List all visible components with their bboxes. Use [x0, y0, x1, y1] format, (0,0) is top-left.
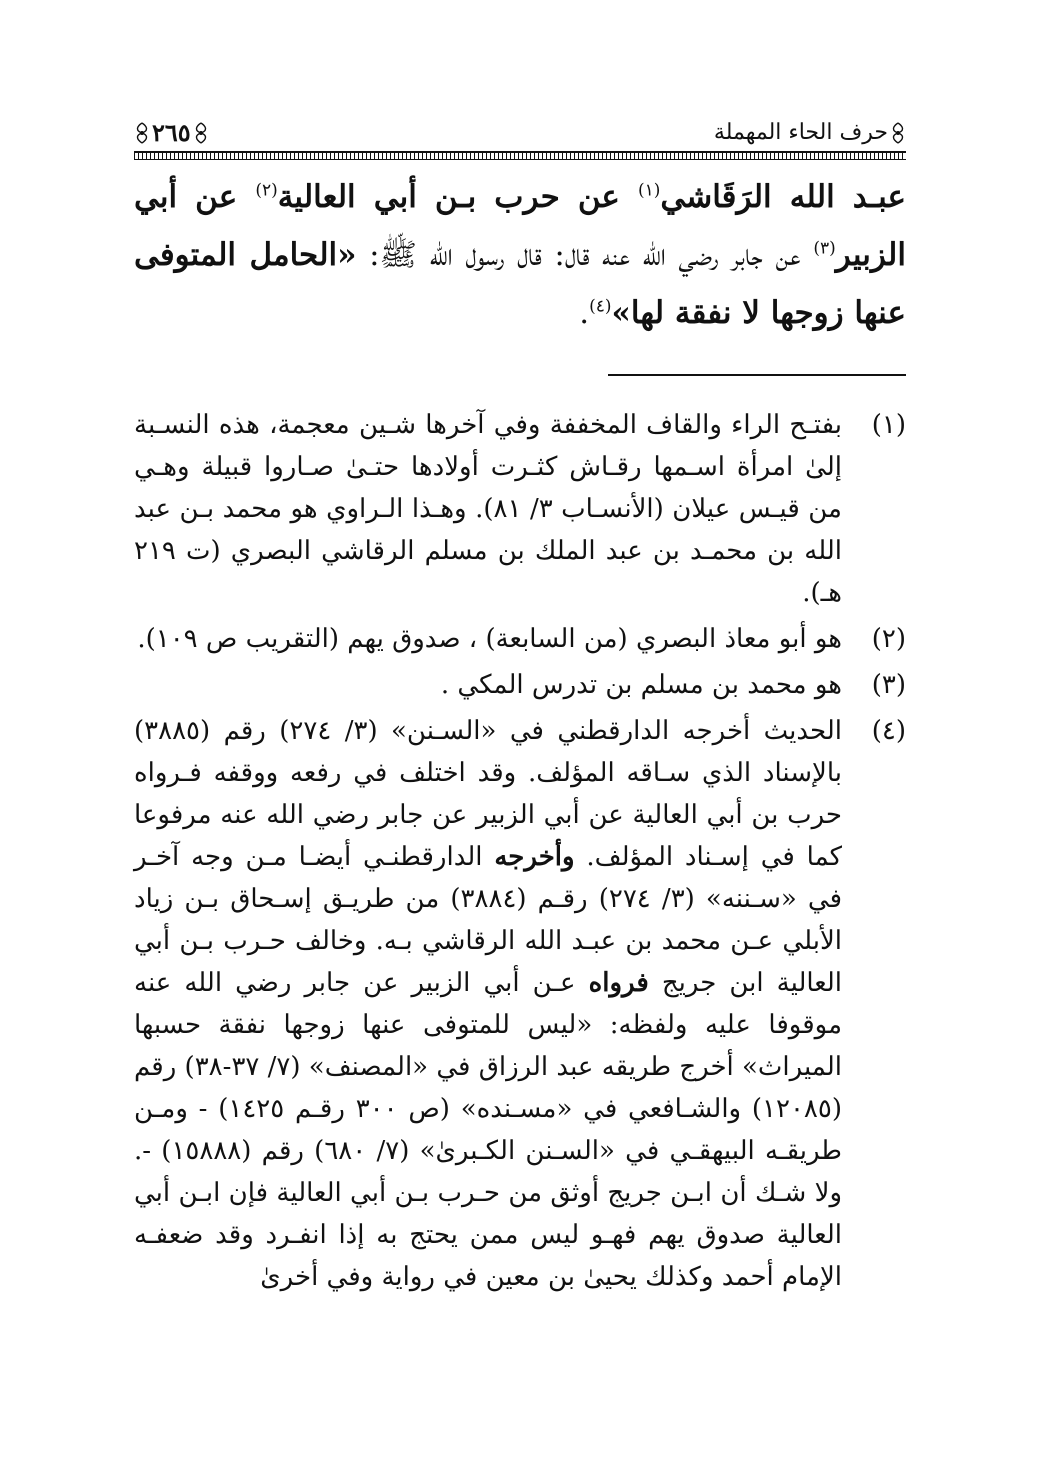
- chain-text: عن حرب بـن أبي العالية: [277, 179, 638, 215]
- footnote-separator: [608, 374, 906, 376]
- chapter-title: [714, 118, 906, 148]
- footnote-number: (٣): [871, 670, 906, 700]
- footnote-number: (٢): [871, 624, 906, 654]
- footnote: [134, 664, 906, 706]
- period: .: [579, 295, 590, 331]
- footnote-text: هو محمد بن مسلم بن تدرس المكي .: [440, 670, 842, 700]
- footnote-number: (٤): [871, 716, 906, 746]
- footnote-ref: (٤): [589, 296, 612, 317]
- footnote-ref: (٣): [813, 238, 836, 259]
- footnote: [134, 710, 906, 1298]
- ornament-icon: [134, 122, 150, 144]
- page-header: [134, 118, 906, 158]
- ornament-icon: [890, 122, 906, 144]
- footnote-segment: الدارقطنـي أيضـا مـن وجه آخـر في «سـننه» (٣/ ٢٧٤) رقـم (٣٨٨٤) من طريـق إسـحاق بـن زياد الأبلي عـن محمد بن عبـد الله الرقاشي بـه. وخالف حـرب بـن أبي العالية ابن جريج: [134, 842, 843, 998]
- footnote-ref: (٢): [255, 180, 278, 201]
- page-number-text: ٢٦٥: [152, 118, 191, 147]
- main-text: [134, 168, 906, 342]
- hadith-text: «الحامل المتوفى عنها زوجها لا نفقة لها»: [134, 237, 906, 331]
- footnote-segment: عـن أبي الزبير عن جابر رضي الله عنه موقوفا عليه ولفظه: «ليس للمتوفى عنها زوجها نفقة حسبها الميراث» أخرج طريقه عبد الرزاق في «المصنف» (٧/ ٣٧-٣٨) رقم (١٢٠٨٥) والشـافعي في «مسـنده» (ص ٣٠٠ رقـم ١٤٢٥) - ومـن طريقـه البيهقـي في «السـنن الكـبرىٰ» (٧/ ٦٨٠) رقم (١٥٨٨٨) -. ولا شـك أن ابـن جريج أوثق من حـرب بـن أبي العالية فإن ابـن أبي العالية صدوق يهم فهـو ليس ممن يحتج به إذا انفـرد وقد ضعفـه الإمام أحمد وكذلك يحيىٰ بن معين في رواية وفي أخرىٰ: [134, 968, 843, 1292]
- chain-text: عن جابر رضي الله عنه قال: قال رسول الله ﷺ:: [356, 237, 814, 273]
- footnote-segment: وأخرجه: [494, 842, 575, 872]
- chapter-title-text: حرف الحاء المهملة: [713, 120, 888, 145]
- footnote-segment: الحديث أخرجه الدارقطني في «السـنن» (٣/ ٢٧٤) رقم (٣٨٨٥) بالإسناد الذي سـاقه المؤلف. وقد اختلف في رفعه ووقفه فـرواه حرب بن أبي العالية عن أبي الزبير عن جابر رضي الله عنه مرفوعا كما في إسـناد المؤلف.: [134, 716, 843, 872]
- footnote-segment: فرواه: [588, 968, 649, 998]
- footnotes: [134, 404, 906, 1302]
- footnote-text: [134, 710, 842, 1298]
- footnote-text: بفتـح الراء والقاف المخففة وفي آخرها شـين معجمة، هذه النسـبة إلىٰ امرأة اسـمها رقـاش كثـرت أولادها حتـىٰ صـاروا قبيلة وهـي من قيـس عيلان (الأنسـاب ٣/ ٨١). وهـذا الـراوي هو محمد بـن عبد الله بن محمـد بن عبد الملك بن مسلم الرقاشي البصري (ت ٢١٩ هـ).: [134, 410, 842, 608]
- footnote-ref: (١): [638, 180, 661, 201]
- header-rule: [134, 151, 906, 160]
- footnote-number: (١): [871, 410, 906, 440]
- page-number: [134, 118, 209, 148]
- chain-text: عن أبي الزبير: [134, 179, 906, 273]
- footnote: [134, 618, 906, 660]
- narrator-name: عبـد الله الرَقَاشي: [660, 179, 906, 215]
- footnote-text: هو أبو معاذ البصري (من السابعة) ، صدوق يهم (التقريب ص ١٠٩).: [137, 624, 842, 654]
- ornament-icon: [193, 122, 209, 144]
- footnote: [134, 404, 906, 614]
